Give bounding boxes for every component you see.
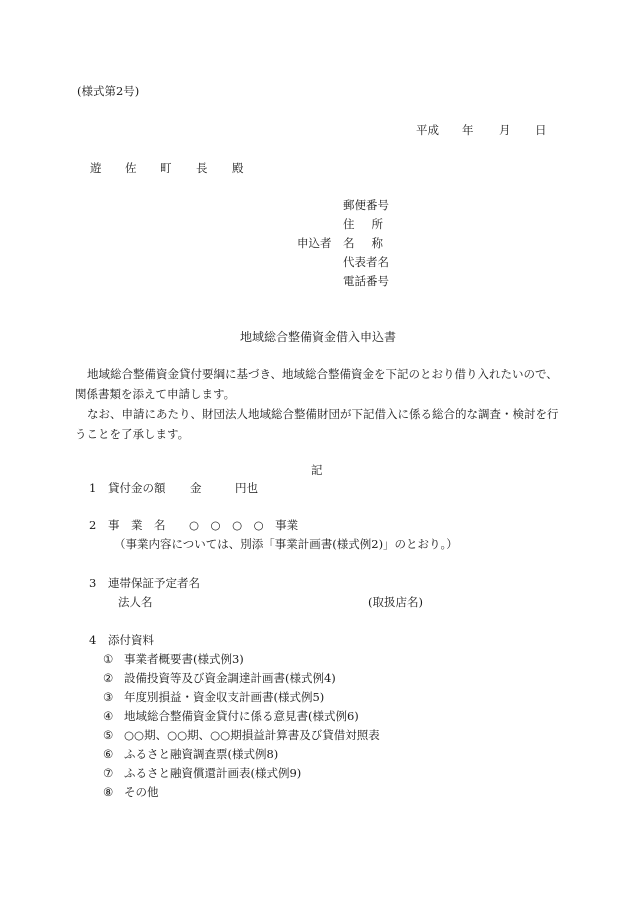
applicant-label: 申込者	[297, 236, 332, 250]
postal-code-label: 郵便番号	[343, 198, 389, 212]
attachment-mark: ②	[103, 671, 114, 685]
branch-label: (取扱店名)	[368, 595, 423, 609]
guarantor-label: 連帯保証予定者名	[108, 576, 200, 590]
ki-heading: 記	[311, 463, 323, 477]
attachment-mark: ⑥	[103, 747, 114, 761]
date-year: 年	[462, 123, 474, 137]
attachment-text: ふるさと融資調査票(様式例8)	[124, 747, 279, 761]
attachment-text: ふるさと融資償還計画表(様式例9)	[124, 766, 302, 780]
corp-name-label: 法人名	[118, 595, 153, 609]
attachment-text: 地域総合整備資金貸付に係る意見書(様式例6)	[124, 709, 359, 723]
kin-label: 金	[190, 481, 202, 495]
loan-amount-label: 貸付金の額	[108, 481, 166, 495]
addressee-char: 長	[196, 161, 208, 175]
attachment-mark: ③	[103, 690, 114, 704]
body-paragraph: なお、申請にあたり、財団法人地域総合整備財団が下記借入に係る総合的な調査・検討を行うことを了承します。	[75, 407, 559, 441]
item-number: 1	[89, 481, 97, 495]
name-label: 名称	[343, 236, 400, 250]
addressee-char: 町	[160, 161, 172, 175]
attachment-text: その他	[124, 785, 159, 799]
item-number: 4	[89, 633, 97, 647]
representative-label: 代表者名	[343, 255, 389, 269]
date-era: 平成	[416, 123, 439, 137]
enya-label: 円也	[235, 481, 258, 495]
attachment-mark: ⑦	[103, 766, 114, 780]
addressee-char: 殿	[232, 161, 244, 175]
attachment-text: 設備投資等及び資金調達計画書(様式例4)	[124, 671, 336, 685]
attachment-mark: ①	[103, 652, 114, 666]
attachment-text: 年度別損益・資金収支計画書(様式例5)	[124, 690, 325, 704]
attachment-mark: ⑤	[103, 728, 114, 742]
date-day: 日	[535, 123, 547, 137]
business-label: 事 業 名	[108, 518, 166, 532]
address-label: 住所	[343, 217, 400, 231]
addressee-char: 佐	[125, 161, 137, 175]
document-title: 地域総合整備資金借入申込書	[240, 330, 397, 344]
item-number: 2	[89, 518, 97, 532]
phone-label: 電話番号	[343, 274, 389, 288]
body-paragraph: 地域総合整備資金貸付要綱に基づき、地域総合整備資金を下記のとおり借り入れたいので、関係書類を添えて申請します。	[75, 367, 558, 401]
addressee-char: 遊	[90, 161, 102, 175]
attachment-text: 事業者概要書(様式例3)	[124, 652, 244, 666]
date-month: 月	[499, 123, 511, 137]
attachment-mark: ④	[103, 709, 114, 723]
attachments-label: 添付資料	[108, 633, 154, 647]
attachment-mark: ⑧	[103, 785, 114, 799]
attachment-text: ○○期、○○期、○○期損益計算書及び貸借対照表	[124, 728, 380, 742]
business-value: ○ ○ ○ ○ 事業	[189, 518, 299, 532]
item-number: 3	[89, 576, 97, 590]
business-note: （事業内容については、別添「事業計画書(様式例2)」のとおり。）	[114, 537, 458, 551]
form-number: (様式第2号)	[77, 84, 140, 98]
